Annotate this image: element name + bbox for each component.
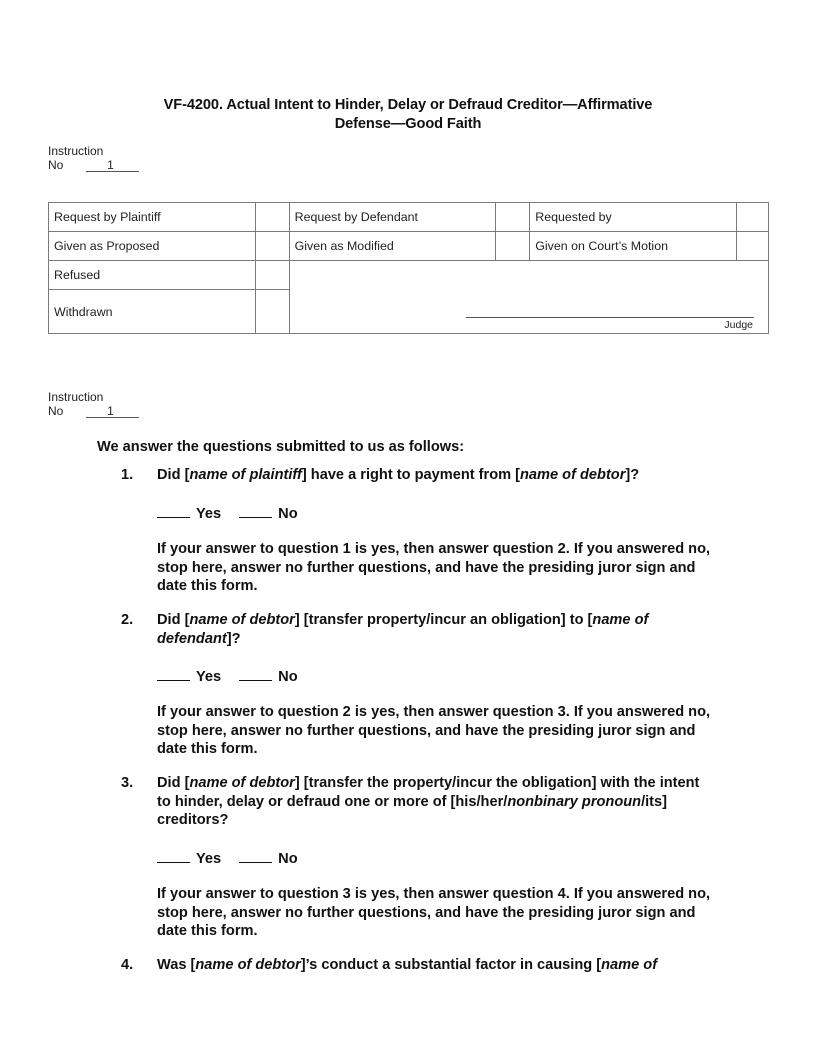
question-number: 1.: [121, 467, 134, 483]
judge-signature-cell: [289, 261, 768, 334]
checkbox-requested-by[interactable]: [737, 203, 769, 232]
label-given-as-modified: Given as Modified: [289, 232, 496, 261]
question-1: [121, 466, 711, 485]
question-4: [121, 956, 741, 975]
no-label: No: [278, 851, 298, 867]
instruction-note-3: If your answer to question 3 is yes, then answer question 4. If you answered no, stop here, answer no further questions, and have the presiding juror sign and date this form.: [157, 886, 711, 939]
instruction-note-1: If your answer to question 1 is yes, then answer question 2. If you answered no, stop here, answer no further questions, and have the presiding juror sign and date this form.: [157, 541, 711, 594]
question-2: [121, 611, 711, 648]
question-text: Did [name of debtor] [transfer the property/incur the obligation] with the intent to hinder, delay or defraud one or more of [his/her/nonbinary pronoun/its] creditors?: [157, 775, 700, 828]
question-3: [121, 774, 711, 830]
checkbox-refused[interactable]: [255, 261, 289, 290]
instruction-no-label: No: [48, 404, 64, 418]
question-number: 2.: [121, 612, 134, 628]
instruction-number-block: [48, 144, 114, 172]
answer-options-2: [157, 666, 298, 685]
yes-label: Yes: [196, 851, 222, 867]
answer-options-1: [157, 503, 298, 522]
title-line-1: VF-4200. Actual Intent to Hinder, Delay or Defraud Creditor—Affirmative: [163, 97, 653, 113]
table-row: [49, 203, 769, 232]
table-row: [49, 232, 769, 261]
no-label: No: [278, 506, 298, 522]
answer-options-3: [157, 848, 298, 867]
checkbox-given-on-courts-motion[interactable]: [737, 232, 769, 261]
instruction-no-field[interactable]: [86, 158, 139, 172]
judge-label: Judge: [724, 319, 753, 331]
request-disposition-table: [48, 202, 769, 334]
question-number: 4.: [121, 957, 134, 973]
yes-label: Yes: [196, 506, 222, 522]
yes-blank[interactable]: [157, 848, 190, 863]
checkbox-withdrawn[interactable]: [255, 290, 289, 334]
instruction-no-value: 1: [107, 158, 114, 172]
instruction-no-row: [48, 404, 114, 418]
form-intro: We answer the questions submitted to us as follows:: [97, 439, 465, 455]
table-row: [49, 261, 769, 290]
instruction-no-row: [48, 158, 114, 172]
question-text: Did [name of debtor] [transfer property/incur an obligation] to [name of defendant]?: [157, 612, 649, 647]
label-given-on-courts-motion: Given on Court’s Motion: [530, 232, 737, 261]
no-blank[interactable]: [239, 848, 272, 863]
no-blank[interactable]: [239, 503, 272, 518]
yes-blank[interactable]: [157, 666, 190, 681]
label-given-as-proposed: Given as Proposed: [49, 232, 256, 261]
question-number: 3.: [121, 775, 134, 791]
checkbox-given-as-modified[interactable]: [496, 232, 530, 261]
question-text: Did [name of plaintiff] have a right to payment from [name of debtor]?: [157, 467, 640, 483]
label-refused: Refused: [49, 261, 256, 290]
no-label: No: [278, 669, 298, 685]
question-text: Was [name of debtor]’s conduct a substantial factor in causing [name of: [157, 957, 658, 973]
instruction-no-field[interactable]: [86, 404, 139, 418]
label-requested-by: Requested by: [530, 203, 737, 232]
document-title: [0, 96, 816, 134]
judge-signature-line[interactable]: [466, 317, 754, 318]
yes-label: Yes: [196, 669, 222, 685]
label-withdrawn: Withdrawn: [49, 290, 256, 334]
checkbox-request-by-plaintiff[interactable]: [255, 203, 289, 232]
title-line-2: Defense—Good Faith: [334, 116, 482, 132]
instruction-number-block-2: [48, 390, 114, 418]
instruction-note-2: If your answer to question 2 is yes, then answer question 3. If you answered no, stop here, answer no further questions, and have the presiding juror sign and date this form.: [157, 704, 711, 757]
instruction-label: Instruction: [48, 390, 104, 404]
yes-blank[interactable]: [157, 503, 190, 518]
instruction-no-value: 1: [107, 404, 114, 418]
checkbox-request-by-defendant[interactable]: [496, 203, 530, 232]
instruction-label: Instruction: [48, 144, 104, 158]
checkbox-given-as-proposed[interactable]: [255, 232, 289, 261]
no-blank[interactable]: [239, 666, 272, 681]
label-request-by-defendant: Request by Defendant: [289, 203, 496, 232]
label-request-by-plaintiff: Request by Plaintiff: [49, 203, 256, 232]
instruction-no-label: No: [48, 158, 64, 172]
